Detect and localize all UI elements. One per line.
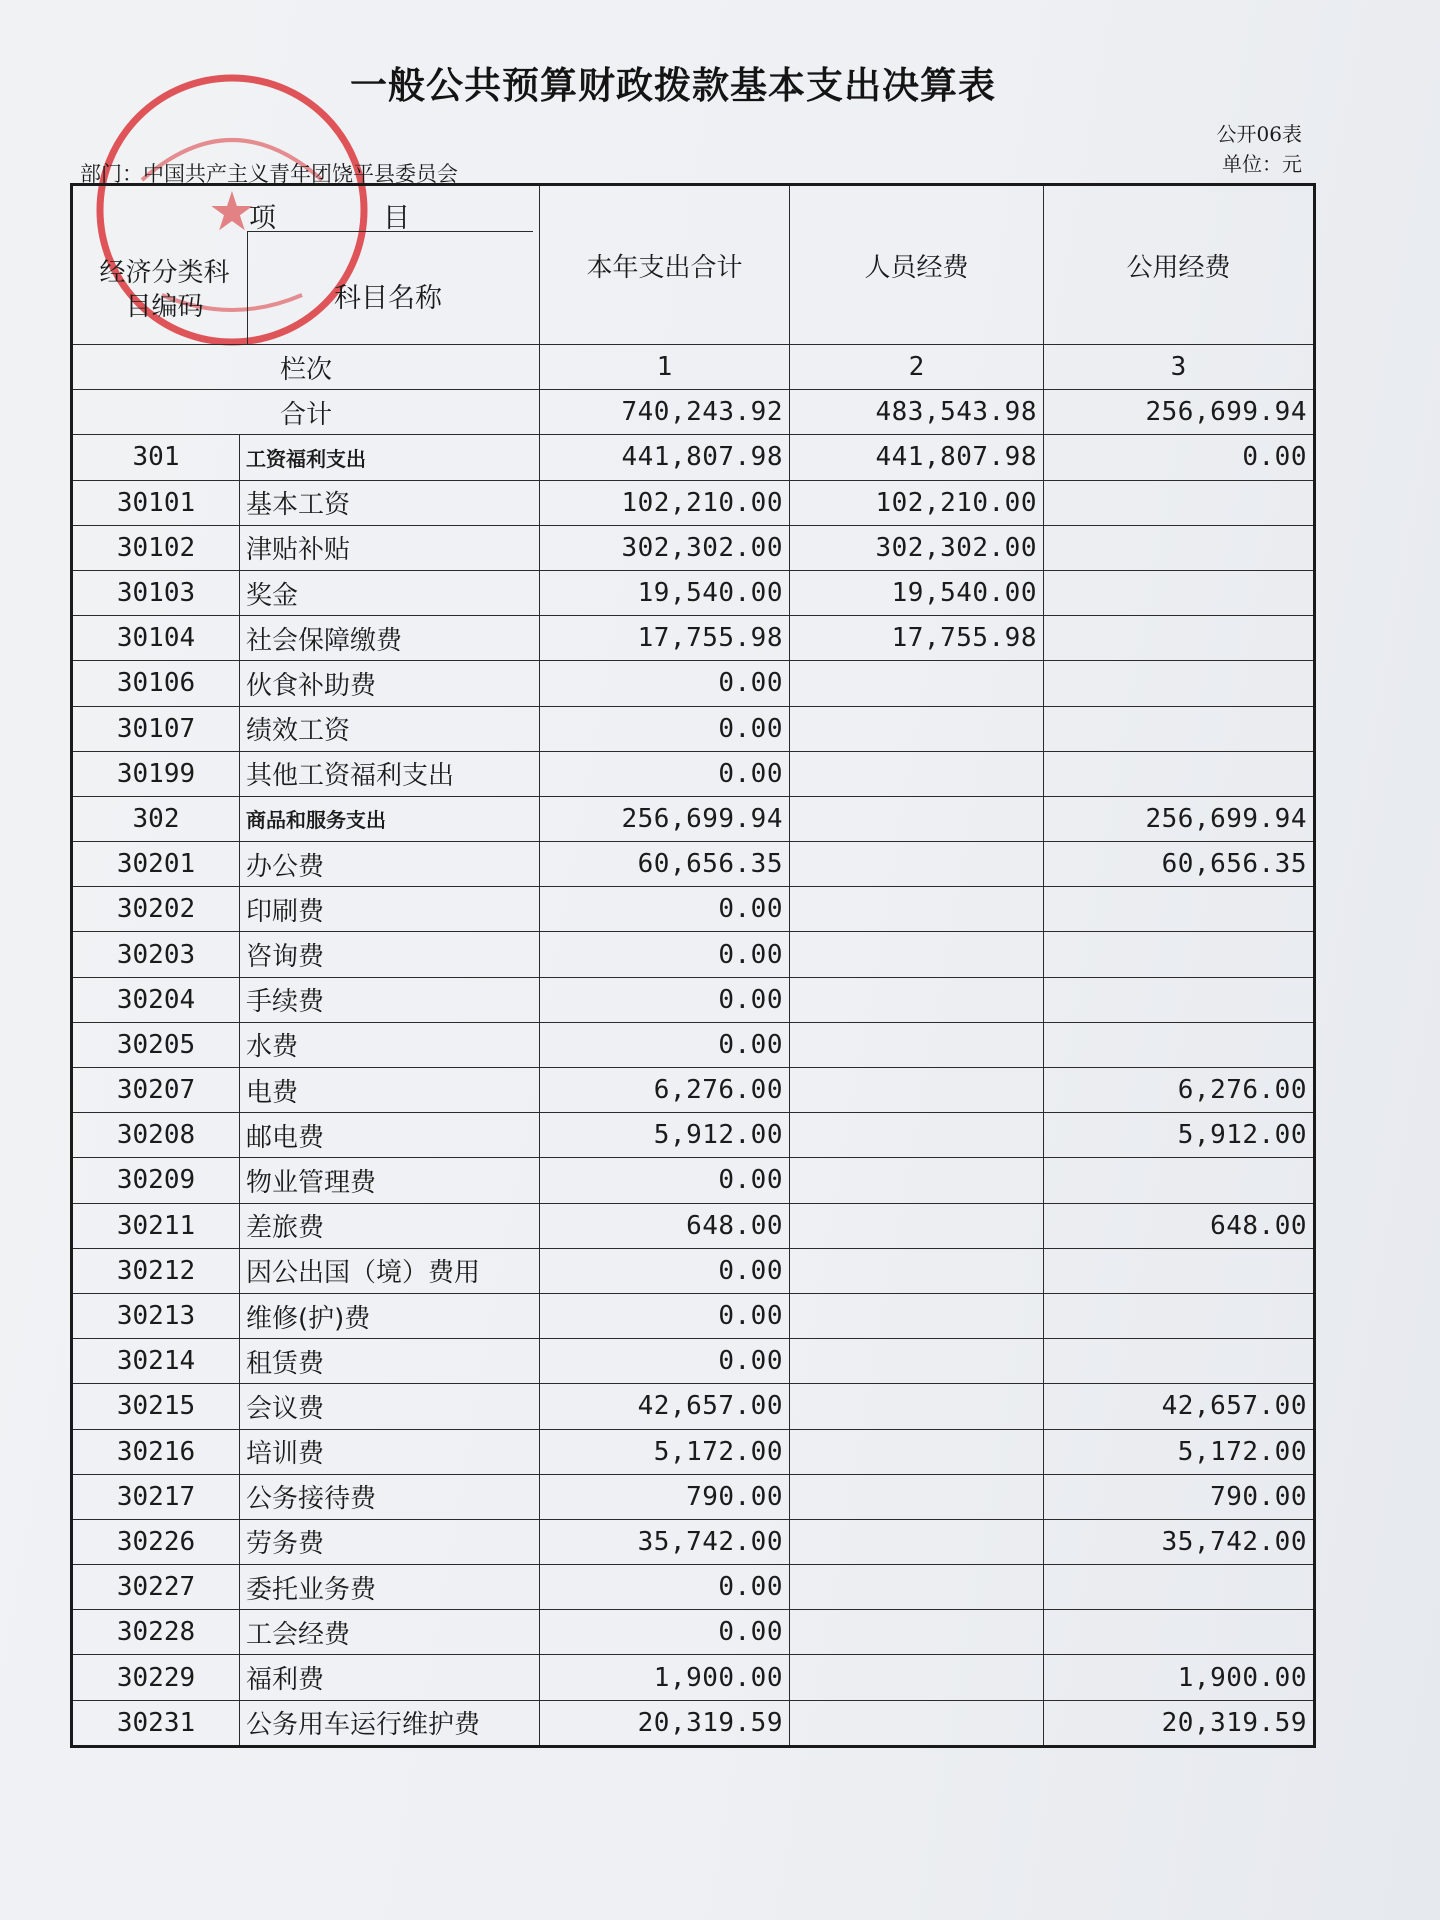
total-row bbox=[72, 390, 1315, 435]
row-public-value bbox=[1044, 706, 1315, 751]
table-row bbox=[72, 1519, 1315, 1564]
table-row bbox=[72, 1158, 1315, 1203]
row-total-value: 0.00 bbox=[540, 1565, 790, 1610]
department-label: 部门：中国共产主义青年团饶平县委员会 bbox=[80, 162, 458, 186]
row-total-value: 102,210.00 bbox=[540, 480, 790, 525]
row-public-value: 5,912.00 bbox=[1044, 1113, 1315, 1158]
row-subject-name: 印刷费 bbox=[240, 887, 540, 932]
row-personnel-value bbox=[790, 1158, 1044, 1203]
table-row bbox=[72, 1203, 1315, 1248]
row-public-value bbox=[1044, 1248, 1315, 1293]
row-code: 30202 bbox=[72, 887, 240, 932]
row-subject-name: 公务用车运行维护费 bbox=[240, 1700, 540, 1746]
total-label: 合计 bbox=[72, 390, 540, 435]
row-personnel-value bbox=[790, 1293, 1044, 1338]
row-code: 30229 bbox=[72, 1655, 240, 1700]
header-subject-name-label: 科目名称 bbox=[334, 283, 442, 314]
row-total-value: 6,276.00 bbox=[540, 1068, 790, 1113]
row-code: 302 bbox=[72, 796, 240, 841]
row-subject-name: 其他工资福利支出 bbox=[240, 751, 540, 796]
table-row bbox=[72, 1565, 1315, 1610]
row-code: 30216 bbox=[72, 1429, 240, 1474]
row-personnel-value: 102,210.00 bbox=[790, 480, 1044, 525]
row-personnel-value bbox=[790, 932, 1044, 977]
table-row bbox=[72, 525, 1315, 570]
row-public-value bbox=[1044, 525, 1315, 570]
row-subject-name: 培训费 bbox=[240, 1429, 540, 1474]
table-row bbox=[72, 616, 1315, 661]
row-personnel-value bbox=[790, 1384, 1044, 1429]
row-subject-name: 电费 bbox=[240, 1068, 540, 1113]
row-subject-name: 奖金 bbox=[240, 570, 540, 615]
row-public-value bbox=[1044, 480, 1315, 525]
row-personnel-value: 17,755.98 bbox=[790, 616, 1044, 661]
row-subject-name: 水费 bbox=[240, 1022, 540, 1067]
table-row bbox=[72, 1610, 1315, 1655]
row-total-value: 42,657.00 bbox=[540, 1384, 790, 1429]
row-total-value: 0.00 bbox=[540, 1293, 790, 1338]
row-code: 30213 bbox=[72, 1293, 240, 1338]
row-personnel-value bbox=[790, 751, 1044, 796]
row-code: 30101 bbox=[72, 480, 240, 525]
row-total-value: 256,699.94 bbox=[540, 796, 790, 841]
header-public-label: 公用经费 bbox=[1044, 185, 1315, 345]
row-subject-name: 商品和服务支出 bbox=[240, 796, 540, 841]
row-personnel-value bbox=[790, 661, 1044, 706]
row-personnel-value bbox=[790, 1429, 1044, 1474]
table-body bbox=[72, 185, 1315, 1747]
row-subject-name: 工资福利支出 bbox=[240, 435, 540, 480]
row-total-value: 0.00 bbox=[540, 751, 790, 796]
row-public-value bbox=[1044, 1022, 1315, 1067]
column-number-label: 栏次 bbox=[72, 345, 540, 390]
form-number: 公开06表 bbox=[1216, 122, 1302, 146]
header-total-label: 本年支出合计 bbox=[540, 185, 790, 345]
header-economic-code-label: 经济分类科目编码 bbox=[99, 258, 230, 322]
total-public-value: 256,699.94 bbox=[1044, 390, 1315, 435]
total-sum-value: 740,243.92 bbox=[540, 390, 790, 435]
row-subject-name: 伙食补助费 bbox=[240, 661, 540, 706]
row-total-value: 441,807.98 bbox=[540, 435, 790, 480]
row-total-value: 0.00 bbox=[540, 661, 790, 706]
row-code: 30231 bbox=[72, 1700, 240, 1746]
row-total-value: 5,172.00 bbox=[540, 1429, 790, 1474]
row-subject-name: 委托业务费 bbox=[240, 1565, 540, 1610]
row-personnel-value: 302,302.00 bbox=[790, 525, 1044, 570]
table-row bbox=[72, 1339, 1315, 1384]
row-total-value: 0.00 bbox=[540, 706, 790, 751]
table-row bbox=[72, 887, 1315, 932]
row-code: 30209 bbox=[72, 1158, 240, 1203]
row-subject-name: 手续费 bbox=[240, 977, 540, 1022]
table-row bbox=[72, 1293, 1315, 1338]
row-personnel-value bbox=[790, 1022, 1044, 1067]
page-title: 一般公共预算财政拨款基本支出决算表 bbox=[350, 64, 996, 107]
row-total-value: 0.00 bbox=[540, 932, 790, 977]
table-row bbox=[72, 1384, 1315, 1429]
row-total-value: 19,540.00 bbox=[540, 570, 790, 615]
row-public-value: 648.00 bbox=[1044, 1203, 1315, 1248]
total-personnel-value: 483,543.98 bbox=[790, 390, 1044, 435]
row-total-value: 0.00 bbox=[540, 1339, 790, 1384]
budget-expenditure-table bbox=[70, 183, 1316, 1748]
row-subject-name: 因公出国（境）费用 bbox=[240, 1248, 540, 1293]
row-public-value bbox=[1044, 1293, 1315, 1338]
row-total-value: 5,912.00 bbox=[540, 1113, 790, 1158]
row-public-value bbox=[1044, 570, 1315, 615]
column-number-1: 1 bbox=[540, 345, 790, 390]
row-total-value: 35,742.00 bbox=[540, 1519, 790, 1564]
table-row bbox=[72, 435, 1315, 480]
table-header-row bbox=[72, 185, 1315, 345]
table-row bbox=[72, 480, 1315, 525]
row-public-value bbox=[1044, 977, 1315, 1022]
column-number-3: 3 bbox=[1044, 345, 1315, 390]
table-row bbox=[72, 1248, 1315, 1293]
row-code: 30208 bbox=[72, 1113, 240, 1158]
column-number-row bbox=[72, 345, 1315, 390]
row-total-value: 0.00 bbox=[540, 1022, 790, 1067]
table-row bbox=[72, 1022, 1315, 1067]
row-public-value: 35,742.00 bbox=[1044, 1519, 1315, 1564]
row-public-value: 60,656.35 bbox=[1044, 842, 1315, 887]
row-personnel-value bbox=[790, 1068, 1044, 1113]
row-subject-name: 会议费 bbox=[240, 1384, 540, 1429]
row-personnel-value bbox=[790, 1203, 1044, 1248]
table-row bbox=[72, 977, 1315, 1022]
table-row bbox=[72, 570, 1315, 615]
row-public-value: 0.00 bbox=[1044, 435, 1315, 480]
row-public-value bbox=[1044, 616, 1315, 661]
row-total-value: 648.00 bbox=[540, 1203, 790, 1248]
row-public-value: 42,657.00 bbox=[1044, 1384, 1315, 1429]
row-subject-name: 绩效工资 bbox=[240, 706, 540, 751]
row-total-value: 60,656.35 bbox=[540, 842, 790, 887]
row-public-value: 6,276.00 bbox=[1044, 1068, 1315, 1113]
row-total-value: 302,302.00 bbox=[540, 525, 790, 570]
row-public-value bbox=[1044, 932, 1315, 977]
row-code: 30199 bbox=[72, 751, 240, 796]
row-subject-name: 工会经费 bbox=[240, 1610, 540, 1655]
row-subject-name: 福利费 bbox=[240, 1655, 540, 1700]
header-item-label: 项 目 bbox=[249, 203, 450, 234]
row-personnel-value bbox=[790, 1339, 1044, 1384]
row-personnel-value bbox=[790, 1248, 1044, 1293]
row-subject-name: 咨询费 bbox=[240, 932, 540, 977]
row-code: 30103 bbox=[72, 570, 240, 615]
row-personnel-value bbox=[790, 796, 1044, 841]
row-code: 30217 bbox=[72, 1474, 240, 1519]
row-personnel-value bbox=[790, 1655, 1044, 1700]
table-row bbox=[72, 1068, 1315, 1113]
table-row bbox=[72, 796, 1315, 841]
row-public-value: 5,172.00 bbox=[1044, 1429, 1315, 1474]
row-public-value bbox=[1044, 1158, 1315, 1203]
row-code: 30201 bbox=[72, 842, 240, 887]
row-code: 30214 bbox=[72, 1339, 240, 1384]
row-personnel-value bbox=[790, 977, 1044, 1022]
row-personnel-value: 441,807.98 bbox=[790, 435, 1044, 480]
row-code: 30203 bbox=[72, 932, 240, 977]
row-code: 30211 bbox=[72, 1203, 240, 1248]
row-code: 30207 bbox=[72, 1068, 240, 1113]
table-row bbox=[72, 1113, 1315, 1158]
row-personnel-value bbox=[790, 1565, 1044, 1610]
header-item-cell bbox=[72, 185, 540, 345]
row-total-value: 790.00 bbox=[540, 1474, 790, 1519]
row-subject-name: 公务接待费 bbox=[240, 1474, 540, 1519]
row-personnel-value bbox=[790, 1519, 1044, 1564]
row-public-value bbox=[1044, 661, 1315, 706]
row-total-value: 0.00 bbox=[540, 887, 790, 932]
row-personnel-value bbox=[790, 842, 1044, 887]
svg-text:★: ★ bbox=[207, 180, 257, 243]
row-code: 30107 bbox=[72, 706, 240, 751]
table-row bbox=[72, 842, 1315, 887]
row-code: 30204 bbox=[72, 977, 240, 1022]
row-code: 30215 bbox=[72, 1384, 240, 1429]
row-public-value bbox=[1044, 1339, 1315, 1384]
row-personnel-value bbox=[790, 1700, 1044, 1746]
row-subject-name: 物业管理费 bbox=[240, 1158, 540, 1203]
row-public-value bbox=[1044, 751, 1315, 796]
row-subject-name: 社会保障缴费 bbox=[240, 616, 540, 661]
row-total-value: 20,319.59 bbox=[540, 1700, 790, 1746]
currency-unit: 单位：元 bbox=[1222, 152, 1302, 176]
row-code: 301 bbox=[72, 435, 240, 480]
row-code: 30106 bbox=[72, 661, 240, 706]
row-code: 30102 bbox=[72, 525, 240, 570]
row-total-value: 0.00 bbox=[540, 1248, 790, 1293]
row-public-value: 256,699.94 bbox=[1044, 796, 1315, 841]
row-total-value: 1,900.00 bbox=[540, 1655, 790, 1700]
row-total-value: 17,755.98 bbox=[540, 616, 790, 661]
row-public-value bbox=[1044, 1565, 1315, 1610]
row-subject-name: 差旅费 bbox=[240, 1203, 540, 1248]
row-code: 30104 bbox=[72, 616, 240, 661]
table-row bbox=[72, 751, 1315, 796]
row-subject-name: 津贴补贴 bbox=[240, 525, 540, 570]
row-code: 30205 bbox=[72, 1022, 240, 1067]
row-subject-name: 基本工资 bbox=[240, 480, 540, 525]
row-public-value: 790.00 bbox=[1044, 1474, 1315, 1519]
row-personnel-value bbox=[790, 1610, 1044, 1655]
row-personnel-value bbox=[790, 1474, 1044, 1519]
row-subject-name: 邮电费 bbox=[240, 1113, 540, 1158]
table-row bbox=[72, 932, 1315, 977]
row-personnel-value bbox=[790, 1113, 1044, 1158]
row-personnel-value bbox=[790, 887, 1044, 932]
row-code: 30227 bbox=[72, 1565, 240, 1610]
row-code: 30212 bbox=[72, 1248, 240, 1293]
row-total-value: 0.00 bbox=[540, 1610, 790, 1655]
row-public-value: 1,900.00 bbox=[1044, 1655, 1315, 1700]
table-row bbox=[72, 1474, 1315, 1519]
table-row bbox=[72, 1429, 1315, 1474]
row-code: 30226 bbox=[72, 1519, 240, 1564]
row-total-value: 0.00 bbox=[540, 977, 790, 1022]
row-code: 30228 bbox=[72, 1610, 240, 1655]
table-row bbox=[72, 1655, 1315, 1700]
row-subject-name: 办公费 bbox=[240, 842, 540, 887]
row-public-value: 20,319.59 bbox=[1044, 1700, 1315, 1746]
column-number-2: 2 bbox=[790, 345, 1044, 390]
row-public-value bbox=[1044, 887, 1315, 932]
table-row bbox=[72, 1700, 1315, 1746]
table-row bbox=[72, 706, 1315, 751]
header-personnel-label: 人员经费 bbox=[790, 185, 1044, 345]
row-subject-name: 劳务费 bbox=[240, 1519, 540, 1564]
row-subject-name: 租赁费 bbox=[240, 1339, 540, 1384]
row-subject-name: 维修(护)费 bbox=[240, 1293, 540, 1338]
row-total-value: 0.00 bbox=[540, 1158, 790, 1203]
row-personnel-value bbox=[790, 706, 1044, 751]
row-public-value bbox=[1044, 1610, 1315, 1655]
table-row bbox=[72, 661, 1315, 706]
row-personnel-value: 19,540.00 bbox=[790, 570, 1044, 615]
